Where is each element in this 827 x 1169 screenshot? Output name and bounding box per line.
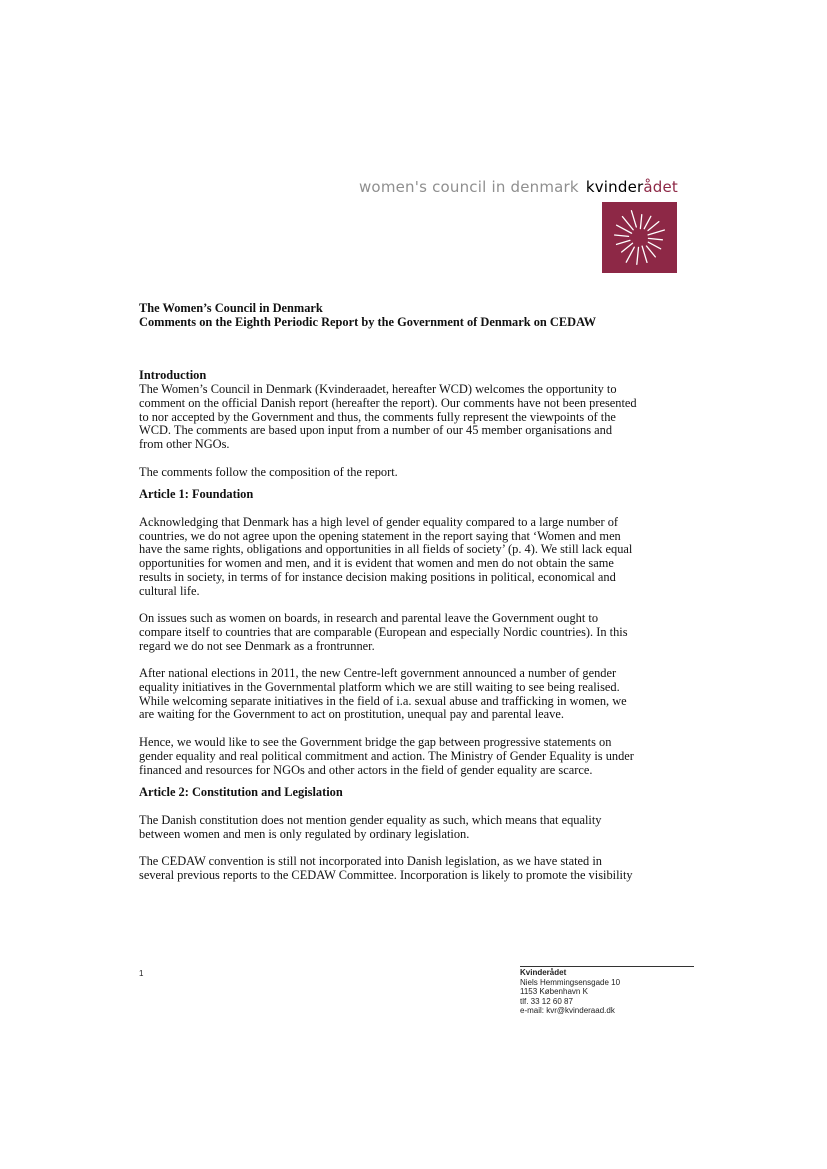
sunburst-ray: [637, 247, 639, 264]
article-1-paragraph-2: On issues such as women on boards, in research and parental leave the Government ought to compare itself to countries that are comparable (European and especially Nordic countries). In this regard we do not see Denmark as a frontrunner.: [139, 611, 628, 653]
sunburst-ray: [644, 216, 651, 228]
article-1-paragraph-1: Acknowledging that Denmark has a high level of gender equality compared to a large number of countries, we do not agree upon the opening statement in the report saying that ‘Women and men have the same rights, obligations and opportunities in all fields of society’ (p. 4). We still lack equal opportunities for women and men, and it is evident that women and men do not obtain the same results in society, in terms of for instance decision making positions in political, economical and cultural life.: [139, 515, 633, 598]
sunburst-ray: [615, 235, 629, 236]
section-heading-article-1: Article 1: Foundation: [139, 487, 254, 502]
sunburst-ray: [648, 230, 664, 235]
letterhead-brand-main: kvinder: [585, 178, 644, 196]
intro-paragraph-1: The Women’s Council in Denmark (Kvinderaadet, hereafter WCD) welcomes the opportunity to comment on the official Danish report (hereafter the report). Our comments have not been presented to nor accepted by the Government and thus, the comments fully represent the viewpoints of the WCD. The comments are based upon input from a number of our 45 member organisations and from other NGOs.: [139, 382, 637, 451]
article-1-paragraph-3: After national elections in 2011, the new Centre-left government announced a number of gender equality initiatives in the Governmental platform which we are still waiting to see being realised. While welcoming separate initiatives in the field of i.a. sexual abuse and trafficking in women, we are waiting for the Government to act on prostitution, unequal pay and parental leave.: [139, 666, 627, 722]
footer-city: 1153 København K: [520, 987, 588, 997]
footer-street: Niels Hemmingsensgade 10: [520, 977, 621, 987]
document-body: [139, 302, 639, 883]
letterhead-tagline: women's council in denmark: [358, 178, 579, 196]
letterhead-brand-accent: ådet: [643, 178, 678, 196]
article-2-paragraph-2: The CEDAW convention is still not incorporated into Danish legislation, as we have stated in several previous reports to the CEDAW Committee. Incorporation is likely to promote the visibility: [139, 854, 633, 883]
sunburst-ray: [622, 243, 633, 252]
section-heading-introduction: Introduction: [139, 368, 207, 383]
letterhead-brand: [586, 178, 678, 196]
document-title-line-1: The Women’s Council in Denmark: [139, 301, 323, 315]
sunburst-ray: [626, 247, 634, 262]
footer-org-name: Kvinderådet: [520, 968, 567, 977]
sunburst-logo-icon: [602, 202, 677, 273]
sunburst-ray: [642, 246, 647, 262]
document-title-line-2: Comments on the Eighth Periodic Report by the Government of Denmark on CEDAW: [139, 314, 597, 329]
article-1-paragraph-4: Hence, we would like to see the Government bridge the gap between progressive statements on gender equality and real political commitment and action. The Ministry of Gender Equality is under financed and resources for NGOs and other actors in the field of gender equality are scarce.: [139, 735, 634, 777]
intro-paragraph-2: The comments follow the composition of the report.: [139, 464, 398, 479]
sunburst-ray: [648, 242, 660, 249]
sunburst-ray: [617, 225, 632, 233]
sunburst-ray: [617, 240, 630, 244]
letterhead-text: [359, 178, 678, 196]
sunburst-ray: [622, 217, 633, 230]
page-number: 1: [139, 969, 144, 978]
footer-address-block: [520, 966, 694, 1016]
article-2-paragraph-1: The Danish constitution does not mention gender equality as such, which means that equality between women and men is only regulated by ordinary legislation.: [139, 812, 602, 841]
footer-phone: tlf. 33 12 60 87: [520, 996, 573, 1006]
section-heading-article-2: Article 2: Constitution and Legislation: [139, 785, 343, 800]
sunburst-ray: [648, 238, 662, 239]
sunburst-ray: [646, 246, 655, 257]
sunburst-ray: [631, 211, 636, 227]
sunburst-ray: [648, 222, 659, 231]
footer-email: e-mail: kvr@kvinderaad.dk: [520, 1006, 615, 1016]
sunburst-ray: [640, 215, 641, 229]
